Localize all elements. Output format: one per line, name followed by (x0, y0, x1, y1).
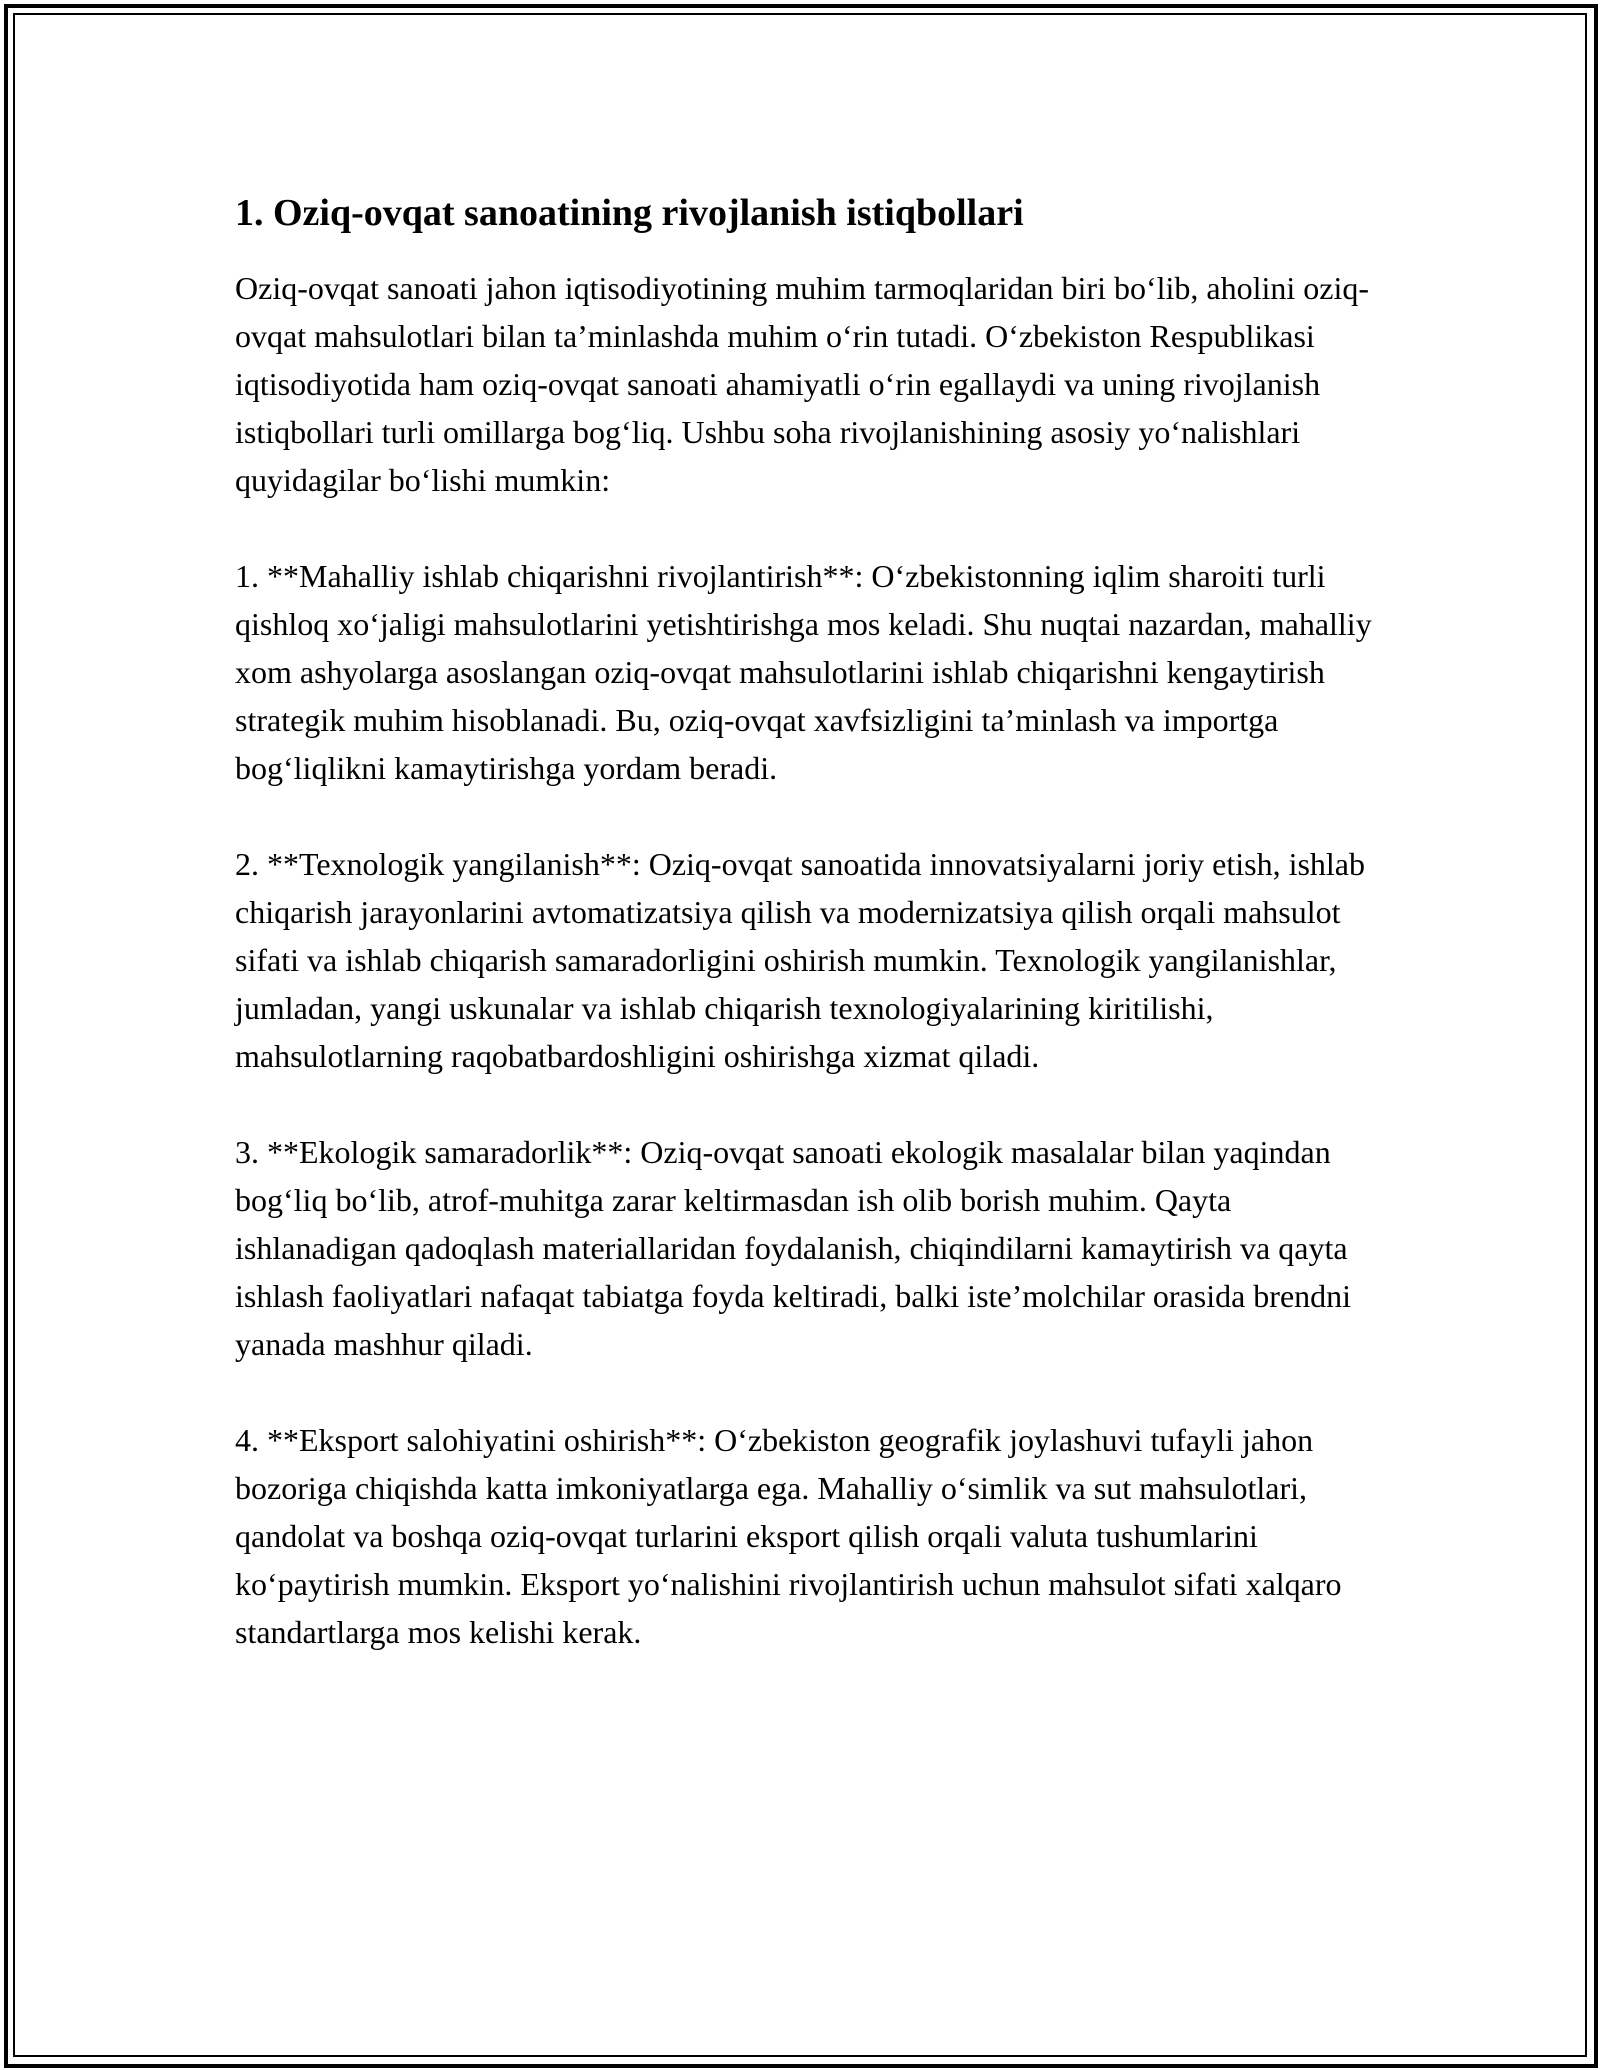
list-item-export-potential: 4. **Eksport salohiyatini oshirish**: O‘zbekiston geografik joylashuvi tufayli jahon bozoriga chiqishda katta imkoniyatlarga ega. Mahalliy o‘simlik va sut mahsulotlari, qandolat va boshqa oziq-ovqat turlarini eksport qilish orqali valuta tushumlarini ko‘paytirish mumkin. Eksport yo‘nalishini rivojlantirish uchun mahsulot sifati xalqaro standartlarga mos kelishi kerak. (235, 1422, 1342, 1650)
list-item-technological-renewal: 2. **Texnologik yangilanish**: Oziq-ovqat sanoatida innovatsiyalarni joriy etish, ishlab chiqarish jarayonlarini avtomatizatsiya qilish va modernizatsiya qilish orqali mahsulot sifati va ishlab chiqarish samaradorligini oshirish mumkin. Texnologik yangilanishlar, jumladan, yangi uskunalar va ishlab chiqarish texnologiyalarining kiritilishi, mahsulotlarning raqobatbardoshligini oshirishga xizmat qiladi. (235, 846, 1365, 1074)
list-item-ecological-efficiency: 3. **Ekologik samaradorlik**: Oziq-ovqat sanoati ekologik masalalar bilan yaqindan bog‘liq bo‘lib, atrof-muhitga zarar keltirmasdan ish olib borish muhim. Qayta ishlanadigan qadoqlash materiallaridan foydalanish, chiqindilarni kamaytirish va qayta ishlash faoliyatlari nafaqat tabiatga foyda keltiradi, balki iste’molchilar orasida brendni yanada mashhur qiladi. (235, 1134, 1352, 1362)
list-item-local-production: 1. **Mahalliy ishlab chiqarishni rivojlantirish**: O‘zbekistonning iqlim sharoiti turli qishloq xo‘jaligi mahsulotlarini yetishtirishga mos keladi. Shu nuqtai nazardan, mahalliy xom ashyolarga asoslangan oziq-ovqat mahsulotlarini ishlab chiqarishni kengaytirish strategik muhim hisoblanadi. Bu, oziq-ovqat xavfsizligini ta’minlash va importga bog‘liqlikni kamaytirishga yordam beradi. (235, 558, 1372, 786)
document-page (235, 188, 1385, 1704)
document-title: 1. Oziq-ovqat sanoatining rivojlanish istiqbollari (235, 192, 1024, 234)
intro-paragraph: Oziq-ovqat sanoati jahon iqtisodiyotining muhim tarmoqlaridan biri bo‘lib, aholini oziq-ovqat mahsulotlari bilan ta’minlashda muhim o‘rin tutadi. O‘zbekiston Respublikasi iqtisodiyotida ham oziq-ovqat sanoati ahamiyatli o‘rin egallaydi va uning rivojlanish istiqbollari turli omillarga bog‘liq. Ushbu soha rivojlanishining asosiy yo‘nalishlari quyidagilar bo‘lishi mumkin: (235, 270, 1370, 498)
